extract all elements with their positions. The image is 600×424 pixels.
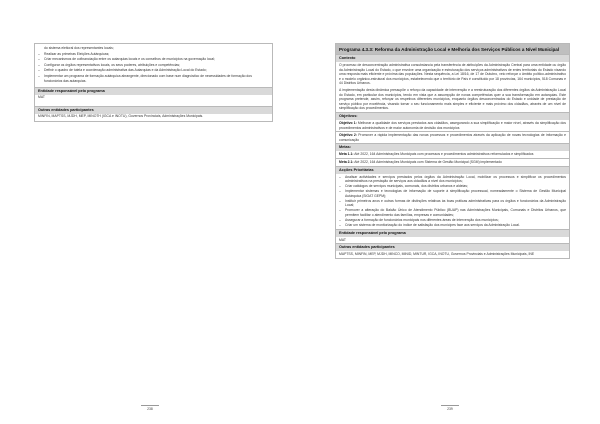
left-action-item: – Criar mecanismos de cofinanciação entre os autarquias locais e os conselhos de municípios na governação local; (38, 57, 269, 62)
page-number-rule (141, 405, 159, 406)
right-program-table (335, 43, 570, 259)
objective-2 (336, 131, 569, 143)
objectives-header: Objetivos: (336, 112, 569, 120)
right-page-number (300, 405, 600, 411)
right-page-number-text: 239 (447, 407, 453, 411)
priority-action-item: – Criar um sistema de monitorização do índice de satisfação dos munícipes face aos serviços da Administração Local. (339, 223, 566, 228)
goal-1-label: Meta 1.1: (339, 152, 354, 157)
left-page-number-text: 238 (147, 407, 153, 411)
priority-action-item: – Assegurar a formação de funcionários municipais nos diferentes áreas de intervenção dos municípios; (339, 218, 566, 223)
left-action-item: – Realizar as primeiras Eleições Autárquicas; (38, 52, 269, 57)
page-number-rule (441, 405, 459, 406)
context-paragraph-2: A implementação desta dinâmica pressupõe o reforço da capacidade de intervenção e a reestruturação dos diferentes órgãos da Administração Local do Estado, em particular dos municípios, tendo em vista que a assumpção de novas competências quer a sua transformação em autarquias. Este programa pretende, assim, reforçar os respetivos diferentes municípios, enquanto órgãos desconcentrados do Estado e unidade de prestação de serviço público por excelência, visando tornar o seu funcionamento mais simples e eficiente e mais próximo dos cidadãos, através de um nível de simplificação dos procedimentos. (339, 87, 566, 111)
objective-1-text: Melhorar a qualidade dos serviços prestados aos cidadãos, assegurando a sua simplificação e maior nível, através da simplificação dos procedimentos administrativos e de maior autonomia de decisão dos municípios (339, 120, 566, 130)
priority-action-item: – Promover a alteração do Balcão Único de Atendimento Público (BUAP) nas Administrações Municipais, Comunais e Distritos Urbanos, que permitem facilitar o atendimento das famílias, empresas e comunidades; (339, 208, 566, 217)
priority-action-item: – Criar catálogos de serviços municipais, comunais, dos distritos urbanos e aldeias; (339, 184, 566, 189)
left-responsible-value: MAT (38, 95, 45, 100)
left-actions-cell (35, 43, 272, 87)
right-responsible-value: MAT (339, 237, 346, 242)
context-header: Contexto (336, 54, 569, 62)
goals-header: Metas: (336, 143, 569, 151)
priority-actions-list (336, 174, 569, 229)
objective-1 (336, 120, 569, 131)
objective-2-label: Objetivo 2: (339, 133, 357, 138)
priority-action-item: – Implementar sistemas e tecnologias de informação de suporte à simplificação processual, nomeadamente o Sistema de Gestão Municipal Autárquica (SIGAT GEPM); (339, 189, 566, 198)
actions-header: Acções Prioritárias (336, 166, 569, 174)
left-page-number (0, 405, 300, 411)
objective-1-label: Objetivo 1: (339, 120, 357, 125)
right-participants-value: MAPTSS, MINFIN, MEP, MJDH, MINCO, MINID, MINTUR, IGCA, INOTU, Governos Provinciais e Administrações Municipais, INE (339, 252, 535, 257)
left-participants-value: MINFIN, MAPTSS, MJDH, MEP, MINOTH (IGCA e INOTU), Governos Provinciais, Administrações Municipais. (38, 114, 204, 119)
left-action-item: – Configurar os órgãos representativos locais, os seus poderes, atribuições e competências; (38, 63, 269, 68)
priority-action-item: – Instituir primeiros anos e outras formas de distinções relativas às boas práticas administrativas para os órgãos e funcionários da Administração Local; (339, 199, 566, 208)
right-responsible-header: Entidade responsável pelo programa (336, 229, 569, 237)
goal-2-label: Meta 2.1: (339, 159, 354, 164)
context-paragraph-1: O processo de desconcentração administrativa consubstancia pela transferência de atribuições da Administração Central para uma entidade ou órgão da Administração Local do Estado, o que envolve uma organização e estruturação dos serviços administrativos de entes territoriais do Estado visando uma resposta mais eficiente e próxima das populações. Nesta sequência, a Lei 18/16, de 17 de Outubro, veio reforçar o âmbito político-administrativo e o modelo orgânico-estrutural dos municípios, estabelecendo que o território de País é constituído por 18 províncias, 164 municípios, 518 Comunas e 44 Distritos Urbanos. (339, 63, 566, 86)
left-responsible-header: Entidade responsável pelo programa (35, 87, 272, 95)
left-program-table (34, 43, 273, 122)
right-participants-header: Outras entidades participantes (336, 243, 569, 251)
goal-2-text: Até 2022, 164 Administrações Municipais com Sistema de Gestão Municipal (SGM) implementado (354, 159, 502, 164)
left-action-item: – Definir o quadro de tutela e coordenação administrativa das Autarquias e da Administração Local do Estado; (38, 68, 269, 73)
objective-2-text: Promover a rápida implementação das novas processos e procedimentos através da aplicação de novas tecnologias de informação e comunicação (339, 133, 566, 142)
goal-1-text: Até 2022, 164 Administrações Municipais com processos e procedimentos administrativos reformulados e simplificados (354, 152, 534, 157)
left-action-item: – Implementar um programa de formação autárquica abrangente, direcionado com base num diagnóstico de necessidades de formação dos funcionários das autarquias. (38, 74, 269, 84)
priority-action-item: – Analisar actividades e serviços prestados pelos órgãos da Administração Local, mobilizar os processos e simplificar os procedimentos administrativos na prestação de serviços aos cidadãos a nível dos municípios; (339, 175, 566, 184)
program-title: Programa 4.3.3: Reforma da Administração Local e Melhoria dos Serviços Públicos a Nível Municipal (336, 44, 569, 54)
left-action-item: do sistema eleitoral dos representantes locais; (44, 46, 114, 50)
goal-1 (336, 151, 569, 158)
goal-2 (336, 158, 569, 166)
left-participants-header: Outras entidades participantes (35, 106, 272, 114)
left-actions-list (38, 46, 269, 84)
